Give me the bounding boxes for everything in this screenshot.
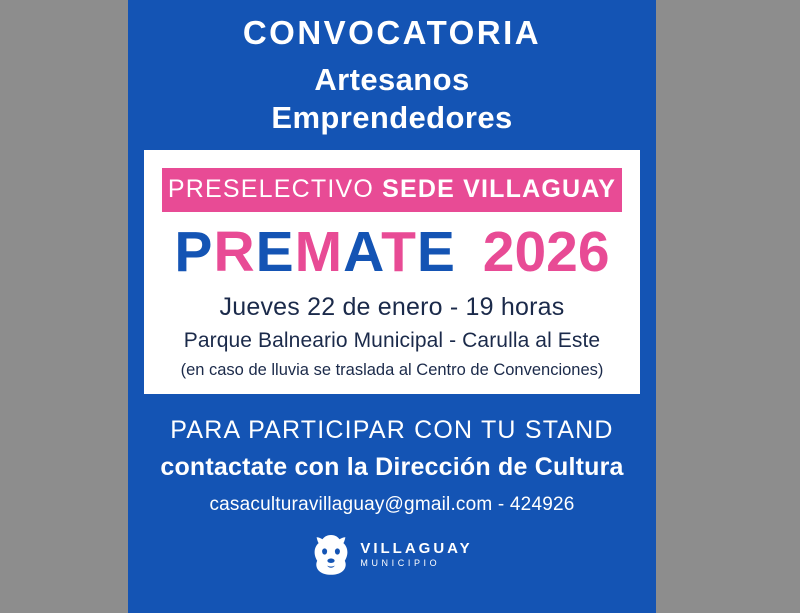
- footer-participate: PARA PARTICIPAR CON TU STAND: [170, 415, 614, 444]
- ribbon-preselectivo: PRESELECTIVO: [167, 174, 374, 203]
- header-emprendedores: Emprendedores: [271, 100, 513, 136]
- poster-footer: [128, 394, 656, 576]
- logo-name: VILLAGUAY: [360, 540, 473, 558]
- logo-subtitle: MUNICIPIO: [360, 558, 441, 569]
- poster-white-card: [144, 150, 640, 394]
- poster-header: [128, 0, 656, 138]
- municipality-logo: [128, 534, 656, 576]
- ribbon-sede: SEDE VILLAGUAY: [382, 174, 617, 203]
- header-convocatoria: CONVOCATORIA: [242, 14, 542, 51]
- logo-text: [360, 541, 472, 568]
- jaguar-head-icon: [311, 534, 351, 576]
- footer-email-phone: casaculturavillaguay@gmail.com - 424926: [209, 493, 575, 515]
- event-rain-note: (en caso de lluvia se traslada al Centro de Convenciones): [180, 360, 604, 379]
- event-title-word: PREMATE: [174, 219, 456, 284]
- event-title-year: 2026: [482, 219, 610, 284]
- header-artesanos: Artesanos: [314, 61, 470, 97]
- event-datetime: Jueves 22 de enero - 19 horas: [219, 292, 565, 321]
- event-title: [144, 219, 640, 284]
- event-place: Parque Balneario Municipal - Carulla al Este: [183, 328, 601, 352]
- preselective-ribbon: [162, 168, 622, 212]
- event-poster: [128, 0, 656, 613]
- footer-contact: contactate con la Dirección de Cultura: [160, 452, 624, 481]
